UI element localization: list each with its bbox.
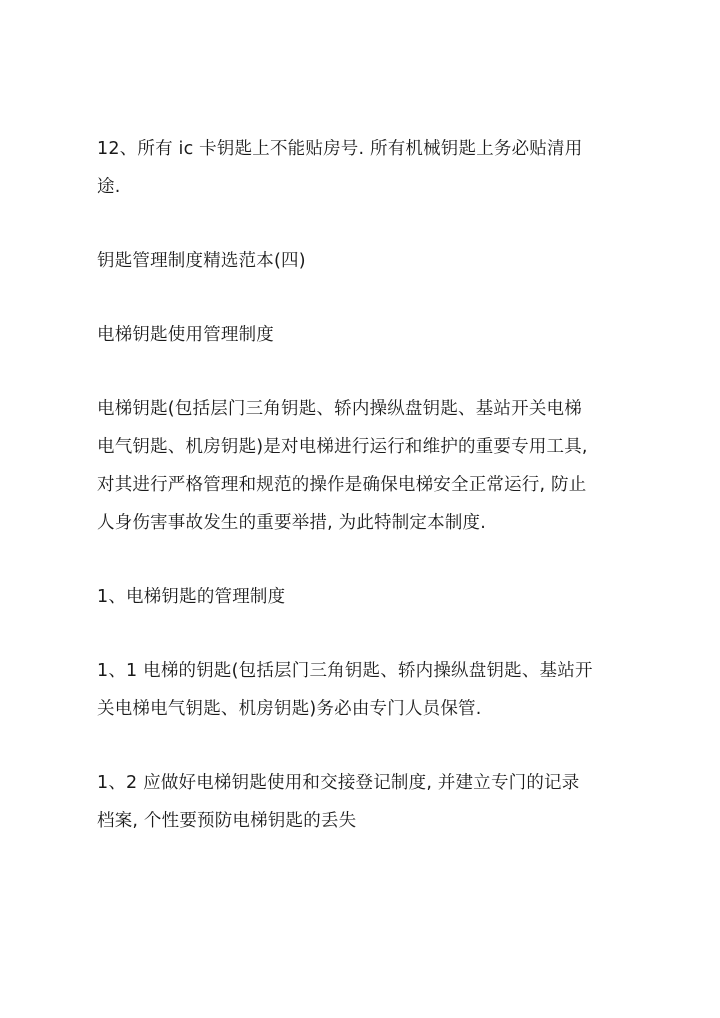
text-line: 钥匙管理制度精选范本(四) bbox=[97, 251, 306, 271]
paragraph-rule-1-1 bbox=[97, 652, 637, 728]
section-heading-sample-four bbox=[97, 242, 637, 280]
text-line: 途. bbox=[97, 177, 121, 197]
text-line: 电气钥匙、机房钥匙)是对电梯进行运行和维护的重要专用工具, bbox=[97, 437, 588, 457]
text-line: 档案, 个性要预防电梯钥匙的丢失 bbox=[97, 811, 357, 831]
text-line: 12、所有 ic 卡钥匙上不能贴房号. 所有机械钥匙上务必贴清用 bbox=[97, 139, 583, 159]
text-line: 1、2 应做好电梯钥匙使用和交接登记制度, 并建立专门的记录 bbox=[97, 773, 580, 793]
paragraph-key-labeling-rule bbox=[97, 130, 637, 206]
text-line: 对其进行严格管理和规范的操作是确保电梯安全正常运行, 防止 bbox=[97, 475, 587, 495]
document-body bbox=[97, 130, 637, 876]
paragraph-rule-1-2 bbox=[97, 764, 637, 840]
section-heading-elevator-keys bbox=[97, 316, 637, 354]
subheading-key-management bbox=[97, 578, 637, 616]
text-line: 电梯钥匙(包括层门三角钥匙、轿内操纵盘钥匙、基站开关电梯 bbox=[97, 399, 582, 419]
text-line: 1、1 电梯的钥匙(包括层门三角钥匙、轿内操纵盘钥匙、基站开 bbox=[97, 661, 593, 681]
text-line: 1、电梯钥匙的管理制度 bbox=[97, 587, 286, 607]
text-line: 电梯钥匙使用管理制度 bbox=[97, 325, 274, 345]
text-line: 人身伤害事故发生的重要举措, 为此特制定本制度. bbox=[97, 513, 486, 533]
text-line: 关电梯电气钥匙、机房钥匙)务必由专门人员保管. bbox=[97, 699, 482, 719]
paragraph-elevator-keys-intro bbox=[97, 390, 637, 542]
